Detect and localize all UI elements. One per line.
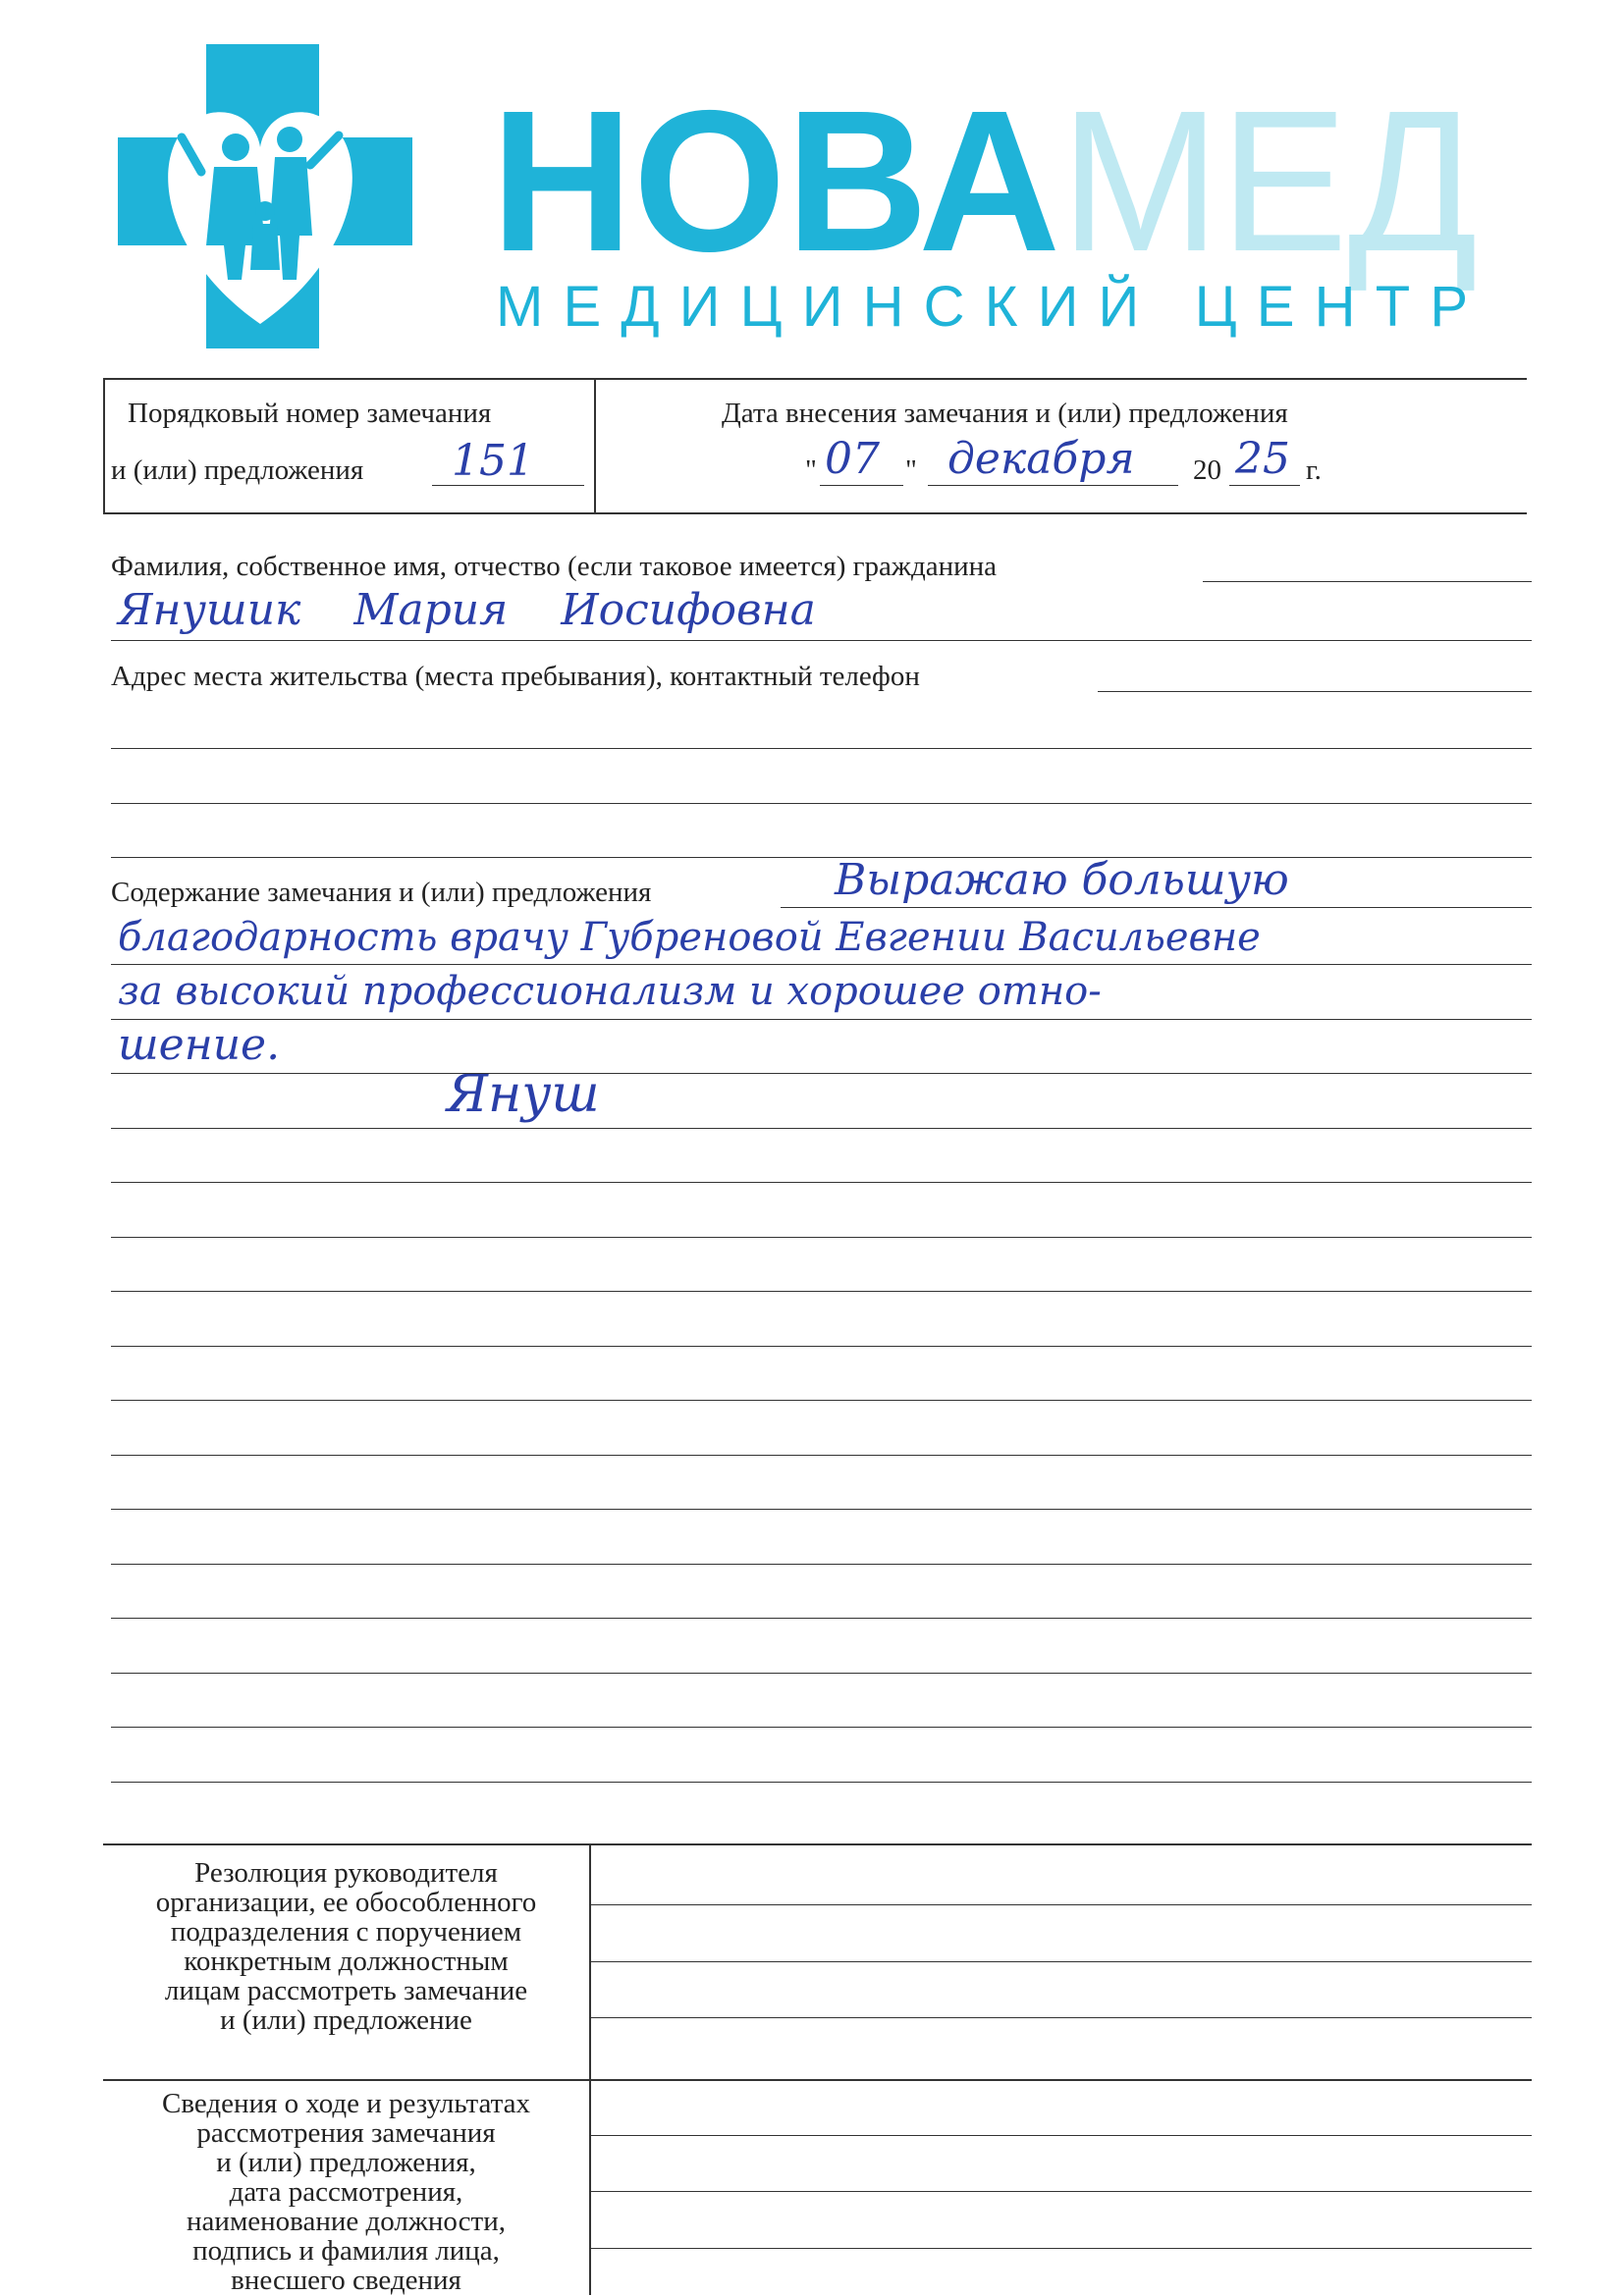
resolution-label-line: и (или) предложение [220, 2004, 472, 2036]
results-label-line: Сведения о ходе и результатах [161, 2088, 530, 2119]
results-top-rule [103, 2079, 1532, 2081]
day-quote-close: " [905, 454, 917, 486]
results-label-line: наименование должности, [187, 2206, 506, 2237]
logo [0, 0, 1623, 353]
content-ruled-line [111, 1019, 1532, 1020]
number-value: 151 [452, 436, 534, 486]
resolution-label-line: лицам рассмотреть замечание [164, 1975, 528, 2006]
day-quote-open: " [805, 454, 817, 486]
day-value: 07 [825, 434, 880, 484]
content-ruled-line [111, 1400, 1532, 1401]
address-rule-1 [1098, 691, 1532, 692]
content-ruled-line [111, 1291, 1532, 1292]
content-line-4: шение. [118, 1020, 281, 1070]
family-heart-cross-icon [118, 44, 412, 348]
results-row-1 [589, 2135, 1532, 2136]
content-ruled-line [111, 1782, 1532, 1783]
content-line-3: за высокий профессионализм и хорошее отно- [118, 969, 1102, 1014]
resolution-divider [589, 1843, 591, 2295]
resolution-top-rule [103, 1843, 1532, 1845]
year-suffix: г. [1306, 454, 1322, 486]
date-label: Дата внесения замечания и (или) предложения [722, 398, 1288, 429]
number-label-line2: и (или) предложения [111, 454, 364, 486]
results-label-line: подпись и фамилия лица, [192, 2235, 500, 2267]
content-line-2: благодарность врачу Губреновой Евгении Васильевне [118, 915, 1261, 960]
content-ruled-line [111, 1727, 1532, 1728]
year-value: 25 [1235, 434, 1290, 484]
resolution-label-line: организации, ее обособленного [155, 1887, 537, 1918]
brand-light: МЕД [1060, 69, 1478, 294]
content-rule-0 [781, 907, 1532, 908]
address-label: Адрес места жительства (места пребывания), контактный телефон [111, 661, 920, 692]
logo-subtitle: МЕДИЦИНСКИЙ ЦЕНТР [496, 275, 1468, 339]
year-underline [1229, 485, 1300, 486]
month-value: декабря [947, 434, 1135, 484]
address-rule-4 [111, 857, 1532, 858]
brand-bold: НОВА [491, 69, 1060, 294]
content-ruled-line [111, 1564, 1532, 1565]
year-prefix: 20 [1193, 454, 1221, 486]
resolution-row-1 [589, 1904, 1532, 1905]
content-ruled-line [111, 1455, 1532, 1456]
address-rule-3 [111, 803, 1532, 804]
header-left-border [103, 378, 105, 512]
content-ruled-line [111, 1509, 1532, 1510]
results-label-line: дата рассмотрения, [229, 2176, 463, 2208]
results-row-2 [589, 2191, 1532, 2192]
content-line-1: Выражаю большую [835, 855, 1289, 905]
content-ruled-line [111, 1182, 1532, 1183]
results-label-line: и (или) предложения, [216, 2147, 476, 2178]
name-label: Фамилия, собственное имя, отчество (если таковое имеется) гражданина [111, 551, 998, 582]
header-divider [594, 378, 596, 512]
number-label-line1: Порядковый номер замечания [128, 398, 492, 429]
content-ruled-line [111, 1618, 1532, 1619]
content-label: Содержание замечания и (или) предложения [111, 877, 652, 908]
name-rule-2 [111, 640, 1532, 641]
name-rule-1 [1203, 581, 1532, 582]
resolution-row-3 [589, 2017, 1532, 2018]
resolution-label-line: конкретным должностным [184, 1946, 509, 1977]
content-ruled-line [111, 1237, 1532, 1238]
content-ruled-line [111, 1073, 1532, 1074]
resolution-label-line: подразделения с поручением [170, 1916, 522, 1948]
results-label [108, 2089, 584, 2295]
content-ruled-line [111, 1673, 1532, 1674]
content-ruled-line [111, 1128, 1532, 1129]
results-label-line: внесшего сведения [231, 2265, 461, 2296]
content-ruled-line [111, 964, 1532, 965]
results-label-line: рассмотрения замечания [196, 2117, 496, 2149]
results-row-3 [589, 2248, 1532, 2249]
name-value: Янушик Мария Иосифовна [118, 585, 816, 635]
month-underline [928, 485, 1178, 486]
resolution-label-line: Резолюция руководителя [194, 1857, 498, 1889]
signature: Януш [447, 1065, 600, 1124]
header-top-rule [103, 378, 1527, 380]
header-bottom-rule [103, 512, 1527, 514]
address-rule-2 [111, 748, 1532, 749]
content-ruled-line [111, 1346, 1532, 1347]
resolution-label [108, 1858, 584, 2035]
resolution-row-2 [589, 1961, 1532, 1962]
day-underline [820, 485, 903, 486]
